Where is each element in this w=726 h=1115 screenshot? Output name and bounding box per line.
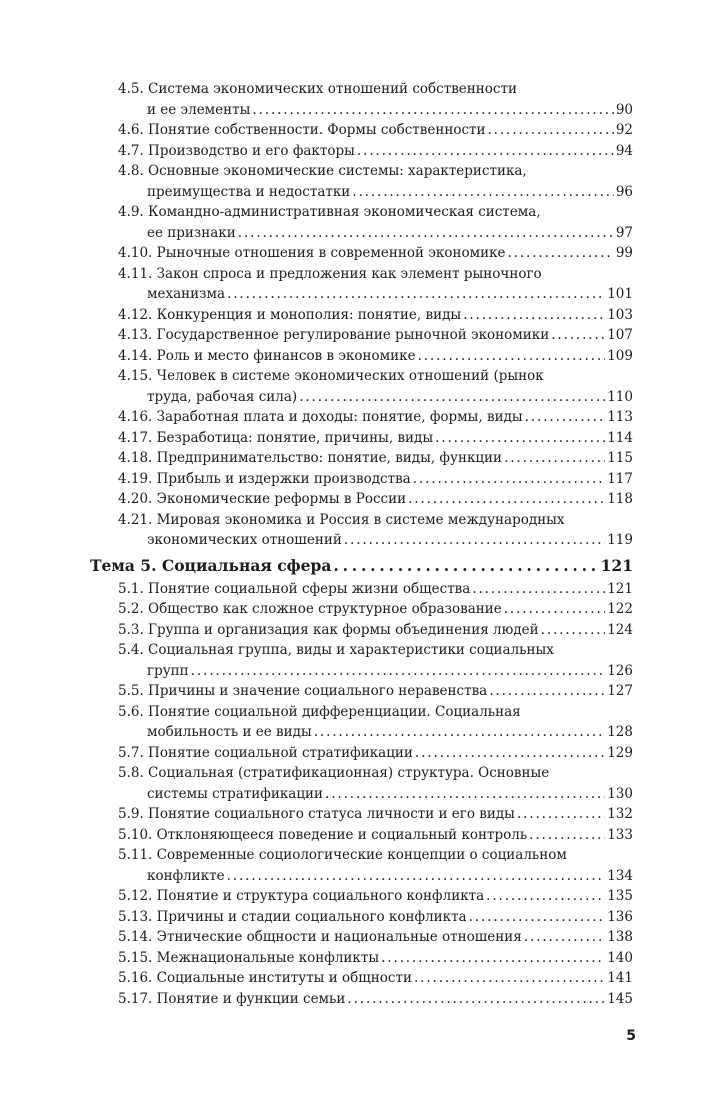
- toc-entry[interactable]: [118, 448, 633, 469]
- dot-leader: [344, 530, 605, 551]
- toc-entry[interactable]: [118, 264, 633, 305]
- toc-entry-title: 5.10. Отклоняющееся поведение и социальный контроль: [118, 826, 528, 843]
- toc-entry[interactable]: [118, 599, 633, 620]
- dot-leader: [517, 804, 605, 825]
- toc-entry[interactable]: [118, 825, 633, 846]
- toc-entry[interactable]: [118, 346, 633, 367]
- toc-entry[interactable]: [118, 407, 633, 428]
- toc-entry[interactable]: [118, 702, 633, 743]
- toc-entry-title: мобильность и ее виды: [147, 724, 312, 740]
- toc-entry[interactable]: [118, 325, 633, 346]
- toc-page-number: 90: [615, 101, 633, 118]
- dot-leader: [508, 243, 614, 264]
- toc-page-number: 138: [607, 929, 633, 945]
- toc-entry[interactable]: [118, 681, 633, 702]
- toc-entry[interactable]: [118, 428, 633, 449]
- toc-entry-title: 4.13. Государственное регулирование рыночной экономики: [118, 327, 550, 343]
- toc-page-number: 145: [607, 990, 633, 1007]
- toc-entry-title: ее признаки: [147, 224, 236, 241]
- toc-entry-title: Тема 5. Социальная сфера: [90, 555, 332, 575]
- dot-leader: [381, 948, 605, 969]
- toc-page-number: 113: [607, 409, 633, 425]
- toc-entry-title: системы стратификации: [147, 785, 324, 802]
- toc-entry-title-line: 4.11. Закон спроса и предложения как элемент рыночного: [118, 265, 542, 282]
- toc-page-number: 141: [607, 970, 633, 986]
- page-number: 5: [626, 1028, 636, 1044]
- dot-leader: [541, 620, 606, 641]
- toc-entry-title-line: 4.15. Человек в системе экономических отношений (рынок: [118, 368, 544, 384]
- toc-entry-title: экономических отношений: [147, 532, 342, 548]
- toc-page-number: 140: [607, 949, 633, 966]
- toc-entry-title-line: 4.21. Мировая экономика и Россия в системе международных: [118, 511, 565, 528]
- toc-page-number: 115: [607, 450, 633, 466]
- dot-leader: [463, 305, 605, 326]
- dot-leader: [524, 927, 605, 948]
- toc-entry-title: 4.6. Понятие собственности. Формы собственности: [118, 122, 486, 138]
- toc-entry-title: 5.14. Этнические общности и национальные отношения: [118, 929, 522, 945]
- toc-entry-title-line: 5.4. Социальная группа, виды и характеристики социальных: [118, 642, 554, 658]
- dot-leader: [415, 743, 605, 764]
- toc-page-number: 135: [607, 888, 633, 904]
- toc-entry-title: 4.18. Предпринимательство: понятие, виды, функции: [118, 450, 503, 466]
- toc-entry-title-line: 5.8. Социальная (стратификационная) структура. Основные: [118, 765, 550, 781]
- dot-leader: [347, 989, 605, 1010]
- toc-page-number: 119: [607, 532, 633, 548]
- dot-leader: [435, 428, 605, 449]
- toc-entry[interactable]: [118, 243, 633, 264]
- dot-leader: [472, 579, 605, 600]
- toc-entry-title: 5.17. Понятие и функции семьи: [118, 990, 346, 1007]
- toc-entry-title: 5.3. Группа и организация как формы объединения людей: [118, 621, 539, 638]
- toc-page-number: 96: [615, 183, 633, 200]
- toc-entry[interactable]: [118, 79, 633, 120]
- dot-leader: [299, 387, 605, 408]
- dot-leader: [325, 784, 605, 805]
- toc-page-number: 110: [607, 388, 633, 405]
- toc-entry[interactable]: [118, 989, 633, 1010]
- toc-entry-title: групп: [147, 662, 189, 679]
- toc-entry-title: 5.9. Понятие социального статуса личности и его виды: [118, 806, 515, 822]
- toc-entry[interactable]: [118, 579, 633, 600]
- toc-entry[interactable]: [118, 927, 633, 948]
- toc-page-number: 99: [615, 245, 633, 261]
- toc-entry[interactable]: [118, 640, 633, 681]
- toc-entry[interactable]: [118, 763, 633, 804]
- toc-entry-title: преимущества и недостатки: [147, 183, 351, 200]
- dot-leader: [525, 407, 606, 428]
- toc-entry-title: 4.16. Заработная плата и доходы: понятие, формы, виды: [118, 409, 523, 425]
- dot-leader: [352, 182, 614, 203]
- toc-entry[interactable]: [118, 886, 633, 907]
- toc-entry[interactable]: [118, 845, 633, 886]
- dot-leader: [504, 448, 605, 469]
- toc-entry-title: 4.17. Безработица: понятие, причины, виды: [118, 429, 434, 446]
- toc-entry-title: конфликте: [147, 867, 225, 884]
- toc-page-number: 136: [607, 908, 633, 925]
- toc-entry-title: труда, рабочая сила): [147, 388, 298, 405]
- dot-leader: [252, 100, 613, 121]
- toc-entry-title: 4.20. Экономические реформы в России: [118, 491, 407, 507]
- dot-leader: [551, 325, 605, 346]
- dot-leader: [191, 661, 606, 682]
- toc-entry[interactable]: [118, 489, 633, 510]
- toc-entry[interactable]: [118, 202, 633, 243]
- toc-page-number: 109: [607, 347, 633, 364]
- toc-entry[interactable]: [118, 469, 633, 490]
- toc-entry-title: 5.16. Социальные институты и общности: [118, 970, 412, 986]
- dot-leader: [357, 141, 614, 162]
- toc-page-number: 114: [607, 429, 633, 446]
- toc-entry-title: 5.13. Причины и стадии социального конфликта: [118, 908, 467, 925]
- toc-entry-title: механизма: [147, 286, 226, 302]
- toc-entry[interactable]: [118, 743, 633, 764]
- toc-entry-title-line: 5.6. Понятие социальной дифференциации. Социальная: [118, 703, 521, 720]
- toc-page-number: 117: [607, 470, 633, 487]
- dot-leader: [314, 722, 606, 743]
- toc-entry-title-line: 4.8. Основные экономические системы: характеристика,: [118, 163, 527, 179]
- dot-leader: [414, 968, 605, 989]
- toc-page-number: 129: [607, 744, 633, 761]
- toc-entry-title-line: 4.9. Командно-административная экономическая система,: [118, 204, 541, 220]
- dot-leader: [227, 866, 606, 887]
- toc-entry-title: 5.1. Понятие социальной сферы жизни общества: [118, 580, 471, 597]
- toc-entry-title-line: 4.5. Система экономических отношений собственности: [118, 81, 517, 97]
- toc-entry-title: 4.14. Роль и место финансов в экономике: [118, 347, 416, 364]
- dot-leader: [529, 825, 605, 846]
- toc-page-number: 124: [607, 621, 633, 638]
- toc-entry-title: 5.15. Межнациональные конфликты: [118, 949, 380, 966]
- toc-page-number: 134: [607, 867, 633, 884]
- toc-entry[interactable]: [118, 968, 633, 989]
- dot-leader: [486, 886, 605, 907]
- toc-entry-title: 5.12. Понятие и структура социального конфликта: [118, 888, 485, 904]
- toc-entry[interactable]: [118, 907, 633, 928]
- dot-leader: [408, 489, 605, 510]
- toc-page-number: 103: [607, 306, 633, 323]
- toc-page-number: 107: [607, 327, 633, 343]
- toc-entry-title-line: 5.11. Современные социологические концепции о социальном: [118, 847, 567, 863]
- toc-entry[interactable]: [118, 305, 633, 326]
- toc-page-number: 118: [607, 491, 633, 507]
- dot-leader: [504, 599, 605, 620]
- toc-page-number: 128: [607, 724, 633, 740]
- toc-entry[interactable]: [118, 141, 633, 162]
- toc-entry-title: 5.2. Общество как сложное структурное образование: [118, 601, 502, 617]
- dot-leader: [469, 907, 606, 928]
- toc-page-number: 132: [607, 806, 633, 822]
- table-of-contents: [0, 79, 726, 1009]
- toc-page-number: 101: [607, 286, 633, 302]
- toc-entry[interactable]: [118, 804, 633, 825]
- toc-entry[interactable]: [118, 510, 633, 551]
- toc-page-number: 130: [607, 785, 633, 802]
- dot-leader: [489, 681, 605, 702]
- dot-leader: [238, 223, 614, 244]
- toc-entry-title: 4.12. Конкуренция и монополия: понятие, виды: [118, 306, 462, 323]
- toc-entry[interactable]: [118, 620, 633, 641]
- toc-entry-title: 4.19. Прибыль и издержки производства: [118, 470, 411, 487]
- toc-page-number: 97: [615, 224, 633, 241]
- toc-entry-title: 5.7. Понятие социальной стратификации: [118, 744, 413, 761]
- dot-leader: [418, 346, 606, 367]
- toc-entry-title: 5.5. Причины и значение социального неравенства: [118, 683, 488, 699]
- toc-page-number: 121: [607, 580, 633, 597]
- toc-page-number: 94: [615, 142, 633, 159]
- dot-leader: [227, 284, 605, 305]
- toc-page-number: 92: [615, 122, 633, 138]
- toc-entry[interactable]: [118, 161, 633, 202]
- toc-entry-title: 4.10. Рыночные отношения в современной экономике: [118, 245, 506, 261]
- dot-leader: [333, 554, 598, 578]
- toc-page-number: 127: [607, 683, 633, 699]
- toc-page-number: 121: [600, 555, 633, 575]
- toc-page-number: 133: [607, 826, 633, 843]
- toc-entry-title: 4.7. Производство и его факторы: [118, 142, 355, 159]
- toc-entry[interactable]: [118, 948, 633, 969]
- toc-section-heading[interactable]: [90, 554, 633, 578]
- dot-leader: [413, 469, 605, 490]
- toc-page-number: 122: [607, 601, 633, 617]
- dot-leader: [487, 120, 613, 141]
- toc-entry[interactable]: [118, 120, 633, 141]
- toc-page-number: 126: [607, 662, 633, 679]
- toc-entry[interactable]: [118, 366, 633, 407]
- toc-entry-title: и ее элементы: [147, 101, 251, 118]
